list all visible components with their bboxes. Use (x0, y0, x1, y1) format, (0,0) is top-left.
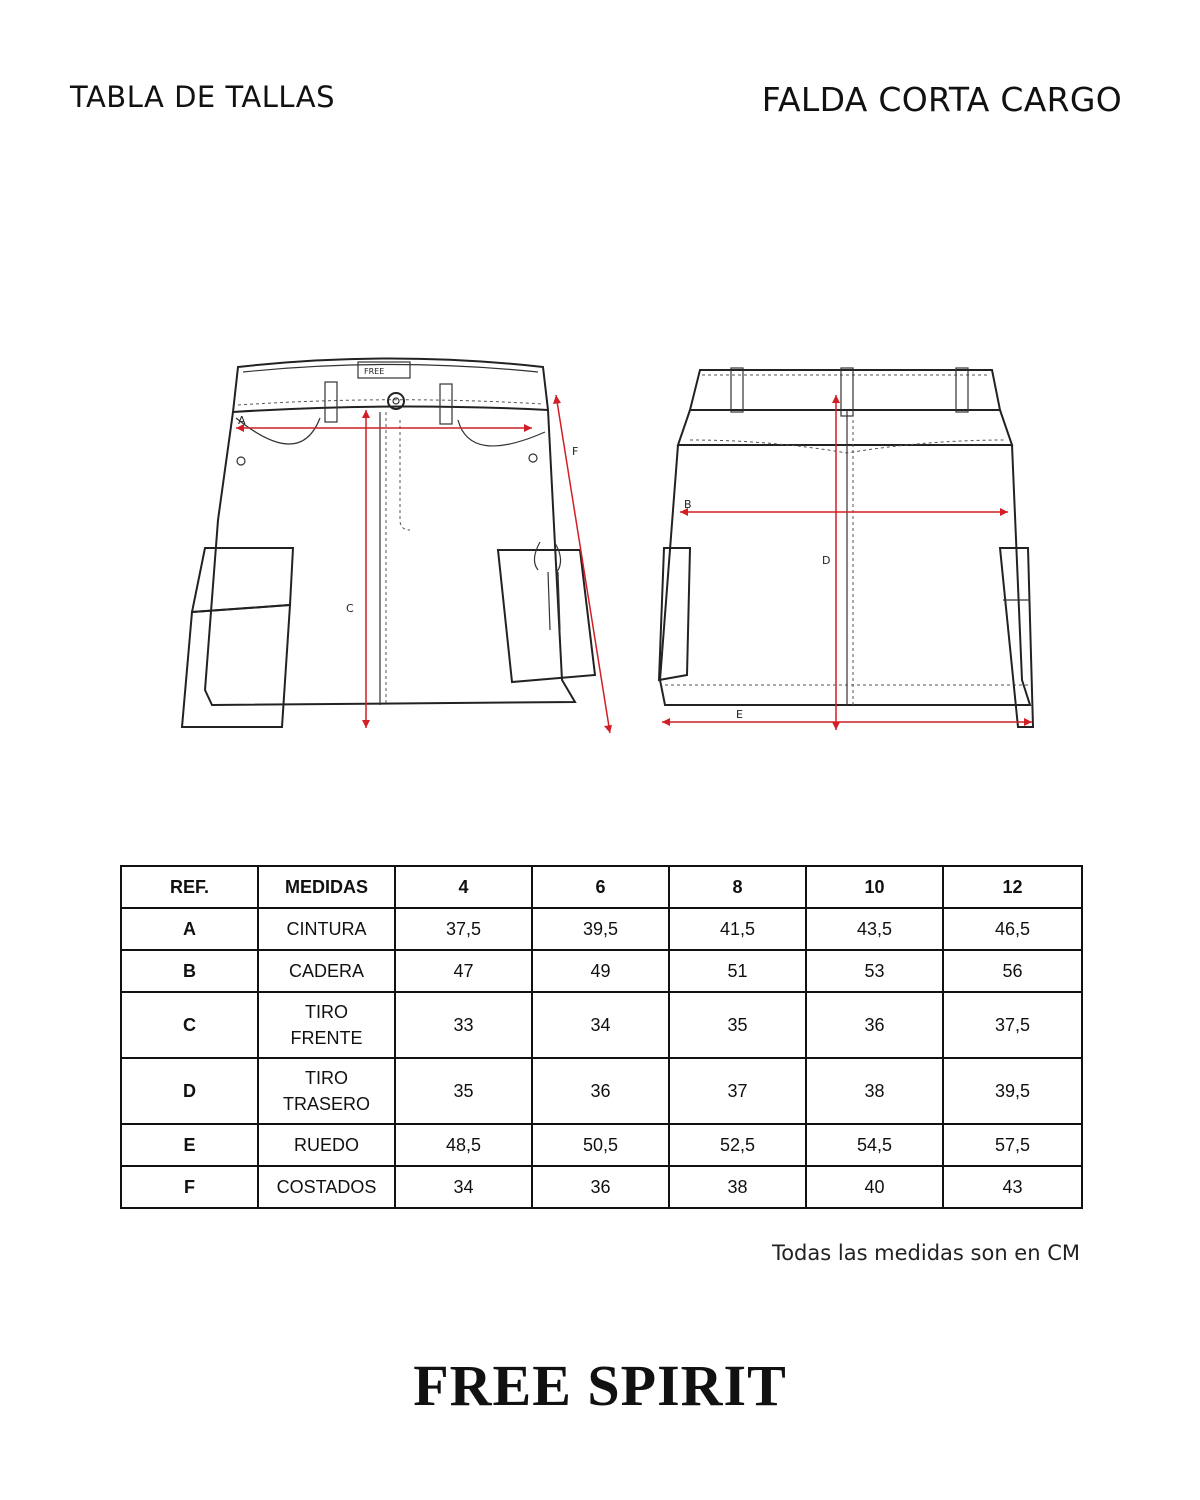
value-cell: 57,5 (943, 1124, 1082, 1166)
header-ref: REF. (121, 866, 258, 908)
value-cell: 47 (395, 950, 532, 992)
value-cell: 54,5 (806, 1124, 943, 1166)
value-cell: 52,5 (669, 1124, 806, 1166)
size-table (120, 865, 1083, 1209)
value-cell: 43 (943, 1166, 1082, 1208)
back-view (659, 368, 1033, 730)
header-size-8: 8 (669, 866, 806, 908)
value-cell: 56 (943, 950, 1082, 992)
value-cell: 33 (395, 992, 532, 1058)
medida-cell: CINTURA (258, 908, 395, 950)
ref-cell: F (121, 1166, 258, 1208)
brand-logo: FREE SPIRIT (413, 1353, 787, 1418)
value-cell: 36 (806, 992, 943, 1058)
medida-cell: CADERA (258, 950, 395, 992)
label-e: E (736, 708, 743, 721)
medida-line: TIRO (305, 1068, 348, 1088)
product-title: FALDA CORTA CARGO (761, 80, 1122, 119)
medida-cell: RUEDO (258, 1124, 395, 1166)
value-cell: 53 (806, 950, 943, 992)
value-cell: 37,5 (943, 992, 1082, 1058)
value-cell: 35 (395, 1058, 532, 1124)
table-row (121, 908, 1082, 950)
header-medidas: MEDIDAS (258, 866, 395, 908)
medida-line: TRASERO (282, 1094, 370, 1114)
table-row (121, 1166, 1082, 1208)
ref-cell: D (121, 1058, 258, 1124)
header-size-6: 6 (532, 866, 669, 908)
waist-label: FREE (364, 367, 385, 376)
label-a: A (238, 414, 246, 427)
table-row (121, 992, 1082, 1058)
value-cell: 39,5 (532, 908, 669, 950)
value-cell: 37,5 (395, 908, 532, 950)
units-note: Todas las medidas son en CM (771, 1241, 1080, 1265)
medida-line: TIRO (305, 1002, 348, 1022)
value-cell: 38 (669, 1166, 806, 1208)
value-cell: 38 (806, 1058, 943, 1124)
label-b: B (684, 498, 692, 511)
medida-cell (258, 1058, 395, 1124)
table-header-row (121, 866, 1082, 908)
front-view (182, 359, 612, 734)
value-cell: 35 (669, 992, 806, 1058)
ref-cell: B (121, 950, 258, 992)
value-cell: 36 (532, 1058, 669, 1124)
label-c: C (346, 602, 354, 615)
value-cell: 34 (395, 1166, 532, 1208)
medida-line: FRENTE (290, 1028, 363, 1048)
value-cell: 43,5 (806, 908, 943, 950)
value-cell: 50,5 (532, 1124, 669, 1166)
ref-cell: E (121, 1124, 258, 1166)
table-row (121, 1058, 1082, 1124)
value-cell: 40 (806, 1166, 943, 1208)
value-cell: 48,5 (395, 1124, 532, 1166)
value-cell: 36 (532, 1166, 669, 1208)
skirt-technical-drawing (0, 340, 1200, 760)
label-f: F (572, 445, 579, 458)
value-cell: 49 (532, 950, 669, 992)
value-cell: 34 (532, 992, 669, 1058)
medida-cell (258, 992, 395, 1058)
header-size-12: 12 (943, 866, 1082, 908)
table-row (121, 1124, 1082, 1166)
value-cell: 41,5 (669, 908, 806, 950)
page-title-left: TABLA DE TALLAS (70, 80, 335, 114)
value-cell: 39,5 (943, 1058, 1082, 1124)
ref-cell: A (121, 908, 258, 950)
label-d: D (822, 554, 831, 567)
medida-cell: COSTADOS (258, 1166, 395, 1208)
ref-cell: C (121, 992, 258, 1058)
value-cell: 46,5 (943, 908, 1082, 950)
value-cell: 51 (669, 950, 806, 992)
header-size-10: 10 (806, 866, 943, 908)
header-size-4: 4 (395, 866, 532, 908)
value-cell: 37 (669, 1058, 806, 1124)
table-row (121, 950, 1082, 992)
